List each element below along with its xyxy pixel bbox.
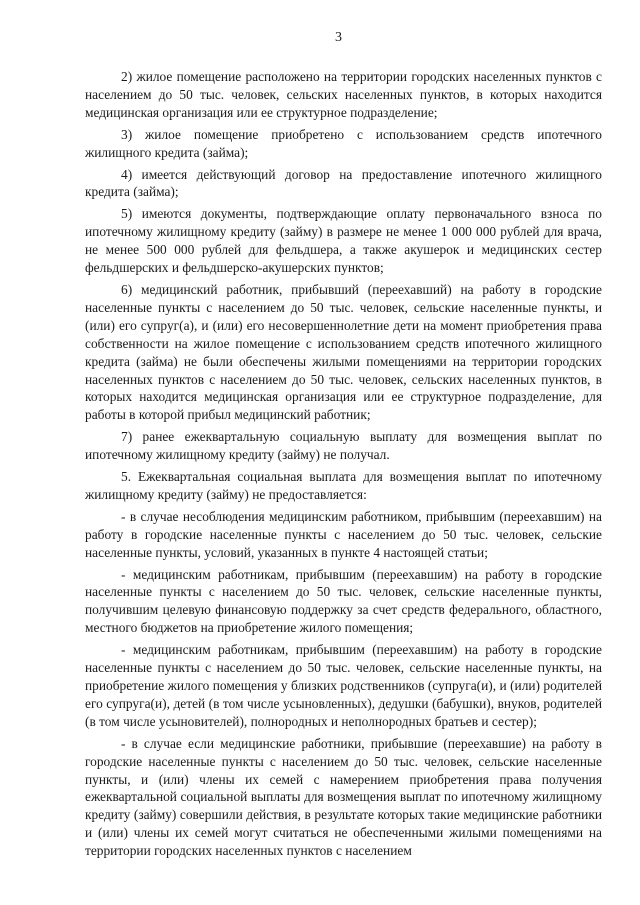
- paragraph-bullet-4: - в случае если медицинские работники, прибывшие (переехавшие) на работу в городские населенные пункты с населением до 50 тыс. человек, сельские населенные пункты, и (или) члены их семей с намерением приобретения права получения ежеквартальной социальной выплаты для возмещения выплат по ипотечному жилищному кредиту (займу) совершили действия, в результате которых такие медицинские работники и (или) члены их семей могут считаться не обеспеченными жилыми помещениями на территории городских населенных пунктов с населением: [85, 735, 602, 859]
- paragraph-clause-5: 5. Ежеквартальная социальная выплата для возмещения выплат по ипотечному жилищному кредиту (займу) не предоставляется:: [85, 469, 602, 502]
- paragraph-item-4: 4) имеется действующий договор на предоставление ипотечного жилищного кредита (займа);: [85, 166, 602, 200]
- paragraph-item-6: 6) медицинский работник, прибывший (переехавший) на работу в городские населенные пункты с населением до 50 тыс. человек, сельские населенные пункты, и (или) его супруг(а), и (или) его несовершеннолетние дети на момент приобретения права собственности на жилое помещение с использованием средств ипотечного жилищного кредита (займа) не были обеспечены жилыми помещениями на территории городских населенных пунктов с населением до 50 тыс. человек, сельских населенных пунктов, в которых находится медицинская организация или ее структурное подразделение, для работы в которой прибыл медицинский работник;: [85, 281, 602, 423]
- paragraph-item-5: 5) имеются документы, подтверждающие оплату первоначального взноса по ипотечному жилищному кредиту (займу) в размере не менее 1 000 000 рублей для врача, не менее 500 000 рублей для фельдшера, а также акушерок и медицинских сестер фельдшерских и фельдшерско-акушерских пунктов;: [85, 206, 602, 276]
- paragraph-item-2: 2) жилое помещение расположено на территории городских населенных пунктов с населением до 50 тыс. человек, сельских населенных пунктов, в которых находится медицинская организация или ее структурное подразделение;: [85, 69, 602, 120]
- paragraph-item-7: 7) ранее ежеквартальную социальную выплату для возмещения выплат по ипотечному жилищному кредиту (займу) не получал.: [85, 429, 602, 463]
- document-body: [85, 68, 602, 860]
- paragraph-bullet-1: - в случае несоблюдения медицинским работником, прибывшим (переехавшим) на работу в городские населенные пункты с населением до 50 тыс. человек, сельские населенные пункты, условий, указанных в пункте 4 настоящей статьи;: [85, 508, 602, 560]
- paragraph-bullet-2: - медицинским работникам, прибывшим (переехавшим) на работу в городские населенные пункты с населением до 50 тыс. человек, сельские населенные пункты, получившим целевую финансовую поддержку за счет средств федерального, областного, местного бюджетов на приобретение жилого помещения;: [85, 566, 602, 636]
- page-number: 3: [335, 30, 342, 45]
- paragraph-item-3: 3) жилое помещение приобретено с использованием средств ипотечного жилищного кредита (займа);: [85, 126, 602, 160]
- paragraph-bullet-3: - медицинским работникам, прибывшим (переехавшим) на работу в городские населенные пункты с населением до 50 тыс. человек, сельские населенные пункты, на приобретение жилого помещения у близких родственников (супруга(и), и (или) родителей его супруга(и), детей (в том числе усыновленных), дедушки (бабушки), внуков, родителей (в том числе усыновителей), полнородных и неполнородных братьев и сестер);: [85, 642, 602, 729]
